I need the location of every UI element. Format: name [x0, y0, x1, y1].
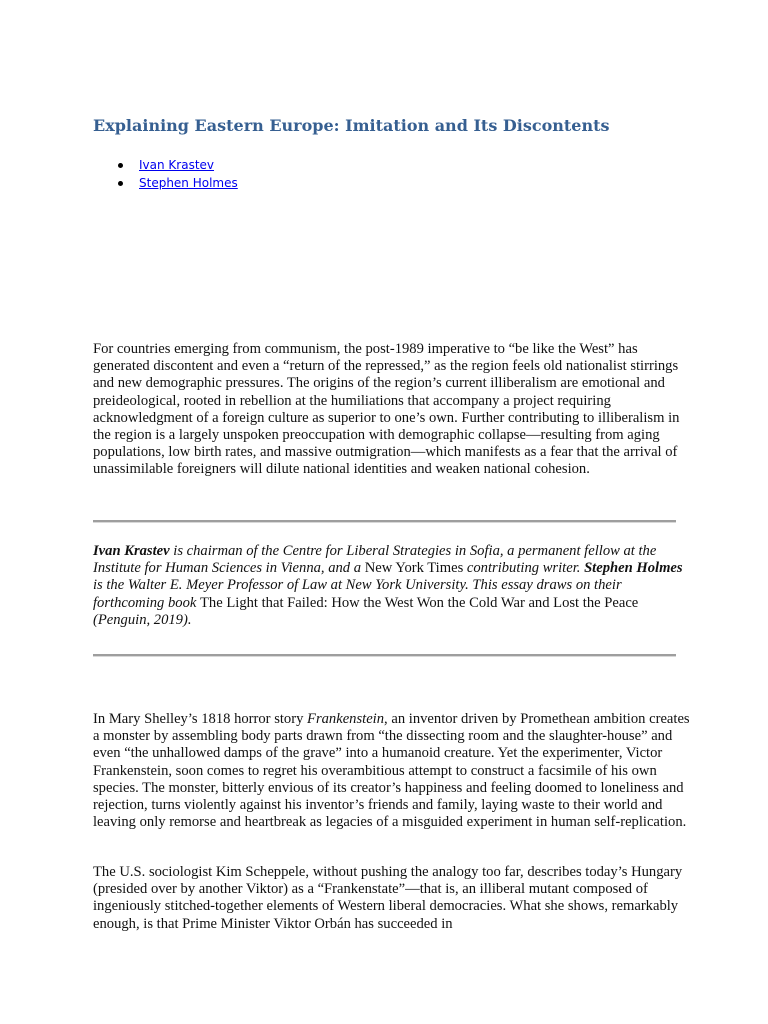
author-list-item: [116, 156, 238, 174]
paragraph-text: , an inventor driven by Promethean ambition creates a monster by assembling body parts drawn from “the dissecting room and the slaughter-house” and even “the unhallowed damps of the grave” into a humanoid creature. Yet the experimenter, Victor Frankenstein, soon comes to regret his overambitious attempt to construct a facsimile of his own species. The monster, bitterly envious of its creator’s happiness and feeling doomed to loneliness and rejection, turns violently against his inventor’s friends and family, laying waste to their world and leaving only remorse and heartbreak as legacies of a misguided experiment in human self-replication.: [93, 711, 690, 831]
author-list-item: [116, 174, 238, 192]
bio-text: contributing writer.: [463, 560, 585, 577]
author-link-holmes[interactable]: Stephen Holmes: [139, 176, 238, 190]
bio-author-name: Stephen Holmes: [584, 560, 683, 577]
author-bio: [93, 543, 693, 629]
bio-text: is the Walter E. Meyer Professor of Law at New York University. This essay draws on their forthcoming book: [93, 577, 622, 611]
paragraph-lead: n Mary Shelley’s 1818 horror story: [97, 711, 308, 727]
bio-text: is chairman of the Centre for Liberal Strategies in Sofia, a permanent fellow at the Institute for Human Sciences in Vienna, and a: [93, 543, 657, 577]
drop-cap: I: [93, 711, 98, 727]
author-link-krastev[interactable]: Ivan Krastev: [139, 158, 215, 172]
divider: [93, 520, 676, 523]
body-paragraph: [93, 711, 693, 831]
bio-publication: New York Times: [364, 560, 464, 577]
work-title: Frankenstein: [307, 711, 385, 727]
author-list: [116, 156, 238, 192]
bio-book-title: The Light that Failed: How the West Won the Cold War and Lost the Peace: [200, 594, 639, 611]
article-title: Explaining Eastern Europe: Imitation and Its Discontents: [93, 116, 610, 135]
bio-author-name: Ivan Krastev: [93, 543, 170, 559]
divider: [93, 654, 676, 657]
body-paragraph: The U.S. sociologist Kim Scheppele, without pushing the analogy too far, describes today’s Hungary (presided over by another Viktor) as a “Frankenstate”—that is, an illiberal mutant composed of ingeniously stitched-together elements of Western liberal democracies. What she shows, remarkably enough, is that Prime Minister Viktor Orbán has succeeded in: [93, 864, 683, 932]
bio-text: (Penguin, 2019).: [93, 611, 192, 628]
intro-paragraph: For countries emerging from communism, the post-1989 imperative to “be like the West” has generated discontent and even a “return of the repressed,” as the region feels old nationalist stirrings and new demographic pressures. The origins of the region’s current illiberalism are emotional and preideological, rooted in rebellion at the humiliations that accompany a project requiring acknowledgment of a foreign culture as superior to one’s own. Further contributing to illiberalism in the region is a largely unspoken preoccupation with demographic collapse—resulting from aging populations, low birth rates, and massive outmigration—which manifests as a fear that the arrival of unassimilable foreigners will dilute national identities and weaken national cohesion.: [93, 341, 680, 478]
